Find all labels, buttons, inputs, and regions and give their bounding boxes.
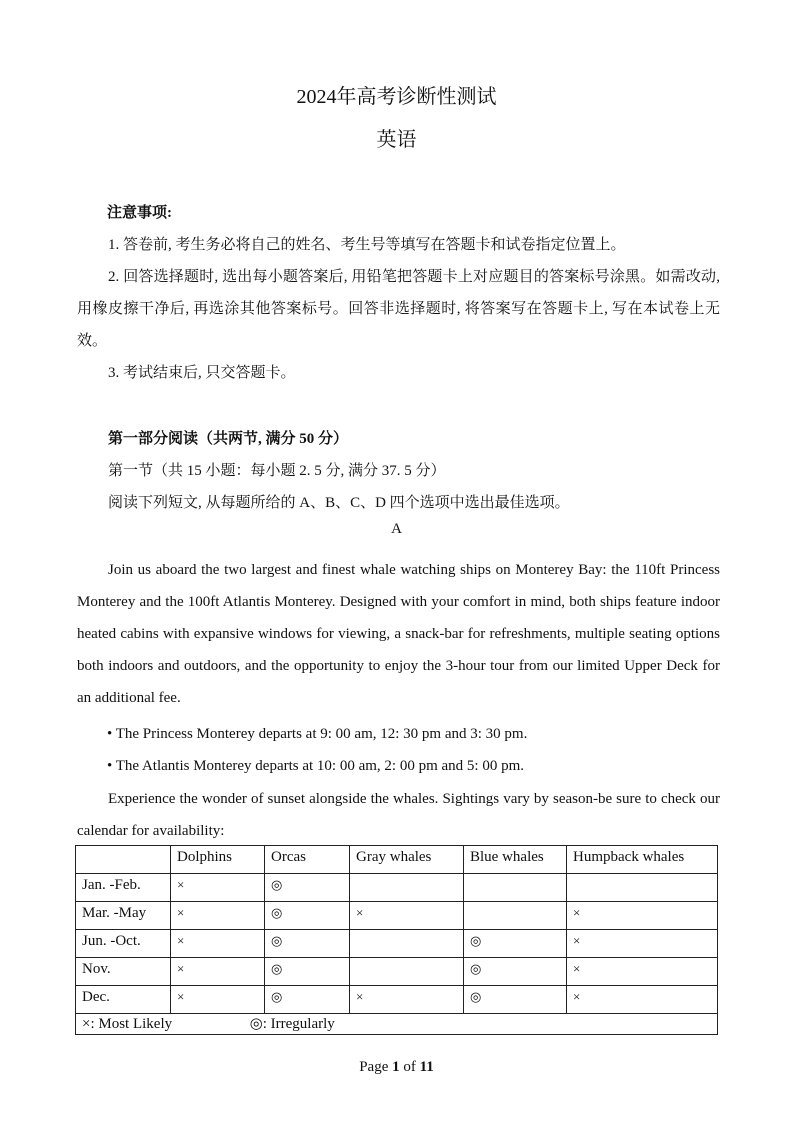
table-cell: ◎ — [265, 874, 350, 902]
table-cell: ◎ — [265, 986, 350, 1014]
table-cell: ◎ — [464, 986, 567, 1014]
sightings-calendar-table — [75, 845, 718, 1035]
table-cell — [464, 902, 567, 930]
schedule-princess: • The Princess Monterey departs at 9: 00 am, 12: 30 pm and 3: 30 pm. — [107, 726, 528, 742]
table-header-cell: Orcas — [265, 846, 350, 874]
table-legend-row — [76, 1014, 718, 1035]
table-cell: × — [171, 958, 265, 986]
table-cell — [350, 874, 464, 902]
passage-label: A — [391, 521, 402, 537]
table-cell: ◎ — [265, 902, 350, 930]
month-cell: Mar. -May — [76, 902, 171, 930]
passage-paragraph-1: Join us aboard the two largest and finest whale watching ships on Monterey Bay: the 110ft Princess Monterey and the 100ft Atlantis Monterey. Designed with your comfort in mind, both ships feature indoor heated cabins with expansive windows for viewing, a snack-bar for refreshments, multiple seating options both indoors and outdoors, and the opportunity to enjoy the 3-hour tour from our limited Upper Deck for an additional fee. — [77, 562, 720, 706]
table-row — [76, 902, 718, 930]
table-cell: × — [567, 986, 718, 1014]
notice-item-3: 3. 考试结束后, 只交答题卡。 — [108, 365, 296, 381]
table-cell: × — [171, 930, 265, 958]
page-number: 1 — [392, 1059, 400, 1075]
table-row — [76, 986, 718, 1014]
table-cell: × — [171, 902, 265, 930]
notice-item-2: 2. 回答选择题时, 选出每小题答案后, 用铅笔把答题卡上对应题目的答案标号涂黑。如需改动, 用橡皮擦干净后, 再选涂其他答案标号。回答非选择题时, 将答案写在答题卡上, 写在本试卷上无效。 — [77, 269, 720, 349]
table-cell: × — [350, 986, 464, 1014]
table-header-cell — [76, 846, 171, 874]
legend-irregularly: ◎: Irregularly — [249, 1016, 335, 1032]
table-header-cell: Blue whales — [464, 846, 567, 874]
month-cell: Jun. -Oct. — [76, 930, 171, 958]
page-total: 11 — [419, 1059, 434, 1075]
of-word: of — [403, 1059, 416, 1075]
table-header-cell: Gray whales — [350, 846, 464, 874]
table-header-cell: Dolphins — [171, 846, 265, 874]
section-heading: 第一节（共 15 小题：每小题 2. 5 分, 满分 37. 5 分） — [108, 463, 446, 479]
table-cell — [350, 958, 464, 986]
notice-heading: 注意事项: — [107, 205, 172, 221]
table-cell: × — [567, 902, 718, 930]
page-word: Page — [359, 1059, 389, 1075]
table-header-row — [76, 846, 718, 874]
month-cell: Nov. — [76, 958, 171, 986]
month-cell: Jan. -Feb. — [76, 874, 171, 902]
table-header-cell: Humpback whales — [567, 846, 718, 874]
table-cell: ◎ — [464, 930, 567, 958]
legend-most-likely: ×: Most Likely — [82, 1016, 173, 1032]
month-cell: Dec. — [76, 986, 171, 1014]
table-cell: × — [171, 986, 265, 1014]
table-cell: × — [171, 874, 265, 902]
table-row — [76, 874, 718, 902]
table-cell: ◎ — [265, 930, 350, 958]
table-cell: × — [567, 930, 718, 958]
exam-subject: 英语 — [376, 129, 417, 151]
table-cell — [567, 874, 718, 902]
exam-title: 2024年高考诊断性测试 — [296, 86, 497, 108]
instruction: 阅读下列短文, 从每题所给的 A、B、C、D 四个选项中选出最佳选项。 — [108, 495, 570, 511]
table-row — [76, 930, 718, 958]
table-cell: ◎ — [464, 958, 567, 986]
table-row — [76, 958, 718, 986]
passage-paragraph-2: Experience the wonder of sunset alongside the whales. Sightings vary by season-be sure to check our calendar for availability: — [77, 791, 720, 839]
table-cell — [464, 874, 567, 902]
table-cell: × — [350, 902, 464, 930]
table-cell — [350, 930, 464, 958]
notice-item-1: 1. 答卷前, 考生务必将自己的姓名、考生号等填写在答题卡和试卷指定位置上。 — [108, 237, 626, 253]
table-cell: ◎ — [265, 958, 350, 986]
schedule-atlantis: • The Atlantis Monterey departs at 10: 00 am, 2: 00 pm and 5: 00 pm. — [107, 758, 524, 774]
table-cell: × — [567, 958, 718, 986]
page-footer — [0, 1059, 793, 1076]
part1-heading: 第一部分阅读（共两节, 满分 50 分） — [108, 431, 349, 447]
